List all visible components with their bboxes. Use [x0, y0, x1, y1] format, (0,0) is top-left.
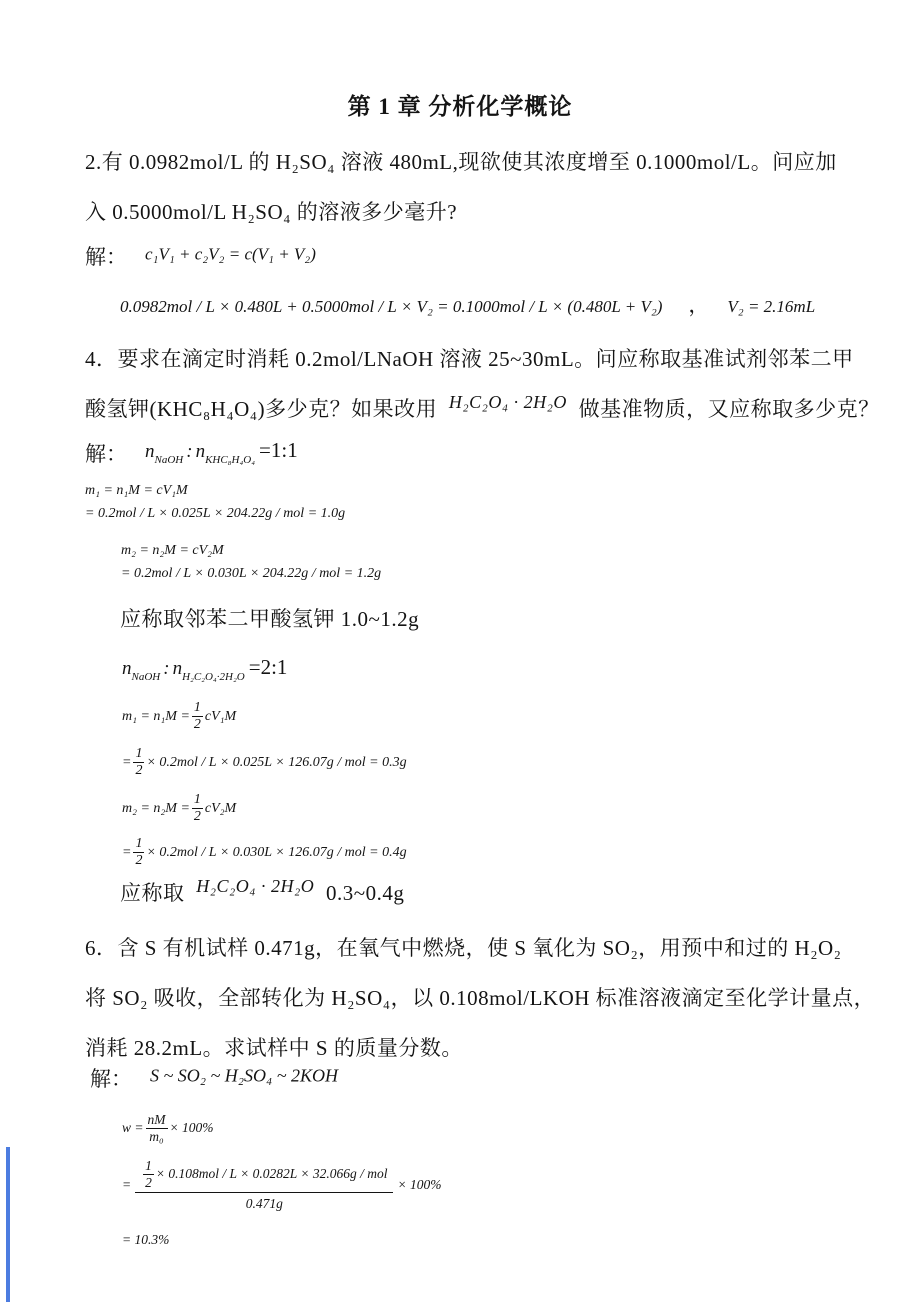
equation-m2-oxalic: m₂ = n₂M = $\frac{1}{2}$ cV₂M — [122, 792, 237, 825]
fraction-numerator: $\frac{1}{2}$ × 0.108mol / L × 0.0282L × 32.066g / mol — [135, 1158, 393, 1193]
equation-c1v1: c₁V₁ + c₂V₂ = c(V₁ + V₂) — [145, 244, 316, 264]
equation-w-value: = $\frac{1}{2}$ × 0.108mol / L × 0.0282L × 32.066g / mol 0.471g × 100% — [122, 1158, 442, 1212]
solution-6-line — [90, 1063, 338, 1093]
equation-m2-oxalic-value: = $\frac{1}{2}$ × 0.2mol / L × 0.030L × 126.07g / mol = 0.4g — [122, 836, 407, 869]
problem-6-text-line-1: 6．含 S 有机试样 0.471g，在氧气中燃烧，使 S 氧化为 SO₂，用预中和过的 H₂O₂ — [85, 936, 842, 960]
solution-4-line — [85, 438, 298, 468]
final-result: = 10.3% — [122, 1232, 170, 1247]
solution-2-line — [85, 241, 316, 271]
chapter-title: 第 1 章 分析化学概论 — [347, 94, 573, 119]
one-half-fraction: $\frac{1}{2}$ — [193, 700, 201, 733]
equation-w-definition: w = $\frac{nM}{\text{m₀}}$ × 100% — [122, 1112, 214, 1144]
solution-label: 解： — [85, 245, 127, 269]
one-half-fraction: $\frac{1}{2}$ — [135, 836, 143, 869]
one-half-fraction: $\frac{1}{2}$ — [145, 1158, 152, 1190]
problem-6-text-line-2: 将 SO₂ 吸收，全部转化为 H₂SO₄，以 0.108mol/LKOH 标准溶液滴定至化学计量点， — [85, 986, 876, 1010]
one-half-fraction: $\frac{1}{2}$ — [135, 746, 143, 779]
one-half-fraction: $\frac{1}{2}$ — [193, 792, 201, 825]
stoichiometry-relation: S ~ SO₂ ~ H₂SO₄ ~ 2KOH — [150, 1065, 338, 1086]
comma-separator: ， — [688, 293, 710, 317]
equation-m2-khp-value: = 0.2mol / L × 0.030L × 204.22g / mol = 1.2g — [121, 566, 382, 581]
problem-4-text-line-1: 4．要求在滴定时消耗 0.2mol/LNaOH 溶液 25~30mL。问应称取基准试剂邻苯二甲 — [85, 347, 854, 371]
equation-m1-oxalic: m₁ = n₁M = $\frac{1}{2}$ cV₁M — [122, 700, 237, 733]
solution-label: 解： — [85, 442, 127, 467]
page-edge-line — [6, 1147, 10, 1302]
conclusion-oxalic: 应称取 H₂C₂O₄ · 2H₂O 0.3~0.4g — [120, 876, 405, 905]
solution-label: 解： — [90, 1067, 132, 1091]
conclusion-khp: 应称取邻苯二甲酸氢钾 1.0~1.2g — [120, 607, 420, 631]
equation-m1-khp: m₁ = n₁M = cV₁M — [85, 483, 188, 498]
mole-ratio-oxalic: $n_{NaOH}$ : $n_{H_2C_2O_4\cdot 2H_2O}$ =2:1 — [122, 655, 288, 683]
equation-m1-khp-value: = 0.2mol / L × 0.025L × 204.22g / mol = 1.0g — [85, 506, 346, 521]
problem-4-line-2-pre: 酸氢钾(KHC₈H₄O₄)多少克？如果改用 — [85, 397, 438, 421]
equation-m1-oxalic-value: = $\frac{1}{2}$ × 0.2mol / L × 0.025L × 126.07g / mol = 0.3g — [122, 746, 407, 779]
problem-6-text-line-3: 消耗 28.2mL。求试样中 S 的质量分数。 — [85, 1036, 463, 1060]
oxalic-acid-formula: H₂C₂O₄ · 2H₂O — [448, 392, 567, 412]
problem-4-text-line-2 — [85, 393, 880, 423]
oxalic-acid-formula: H₂C₂O₄ · 2H₂O — [196, 876, 315, 896]
equation-m2-khp: m₂ = n₂M = cV₂M — [121, 543, 224, 558]
mole-ratio-khp: $n_{NaOH}$ : $n_{KHC_8H_4O_4}$ =1:1 — [145, 438, 298, 466]
nm-over-m0-fraction: $\frac{nM}{\text{m₀}}$ — [147, 1112, 166, 1144]
problem-2-text-line-2: 入 0.5000mol/L H₂SO₄ 的溶液多少毫升? — [85, 200, 458, 224]
problem-2-text-line-1: 2.有 0.0982mol/L 的 H₂SO₄ 溶液 480mL,现欲使其浓度增至 0.1000mol/L。问应加 — [85, 150, 837, 174]
equation-volumes: 0.0982mol / L × 0.480L + 0.5000mol / L × V₂ = 0.1000mol / L × (0.480L + V₂) — [120, 297, 663, 316]
mass-fraction-fraction — [135, 1158, 393, 1212]
fraction-denominator: 0.471g — [245, 1196, 283, 1212]
equation-result-v2: V₂ = 2.16mL — [727, 297, 816, 316]
solution-2-equation-line — [120, 289, 815, 319]
problem-4-line-2-post: 做基准物质，又应称取多少克？ — [578, 397, 880, 421]
